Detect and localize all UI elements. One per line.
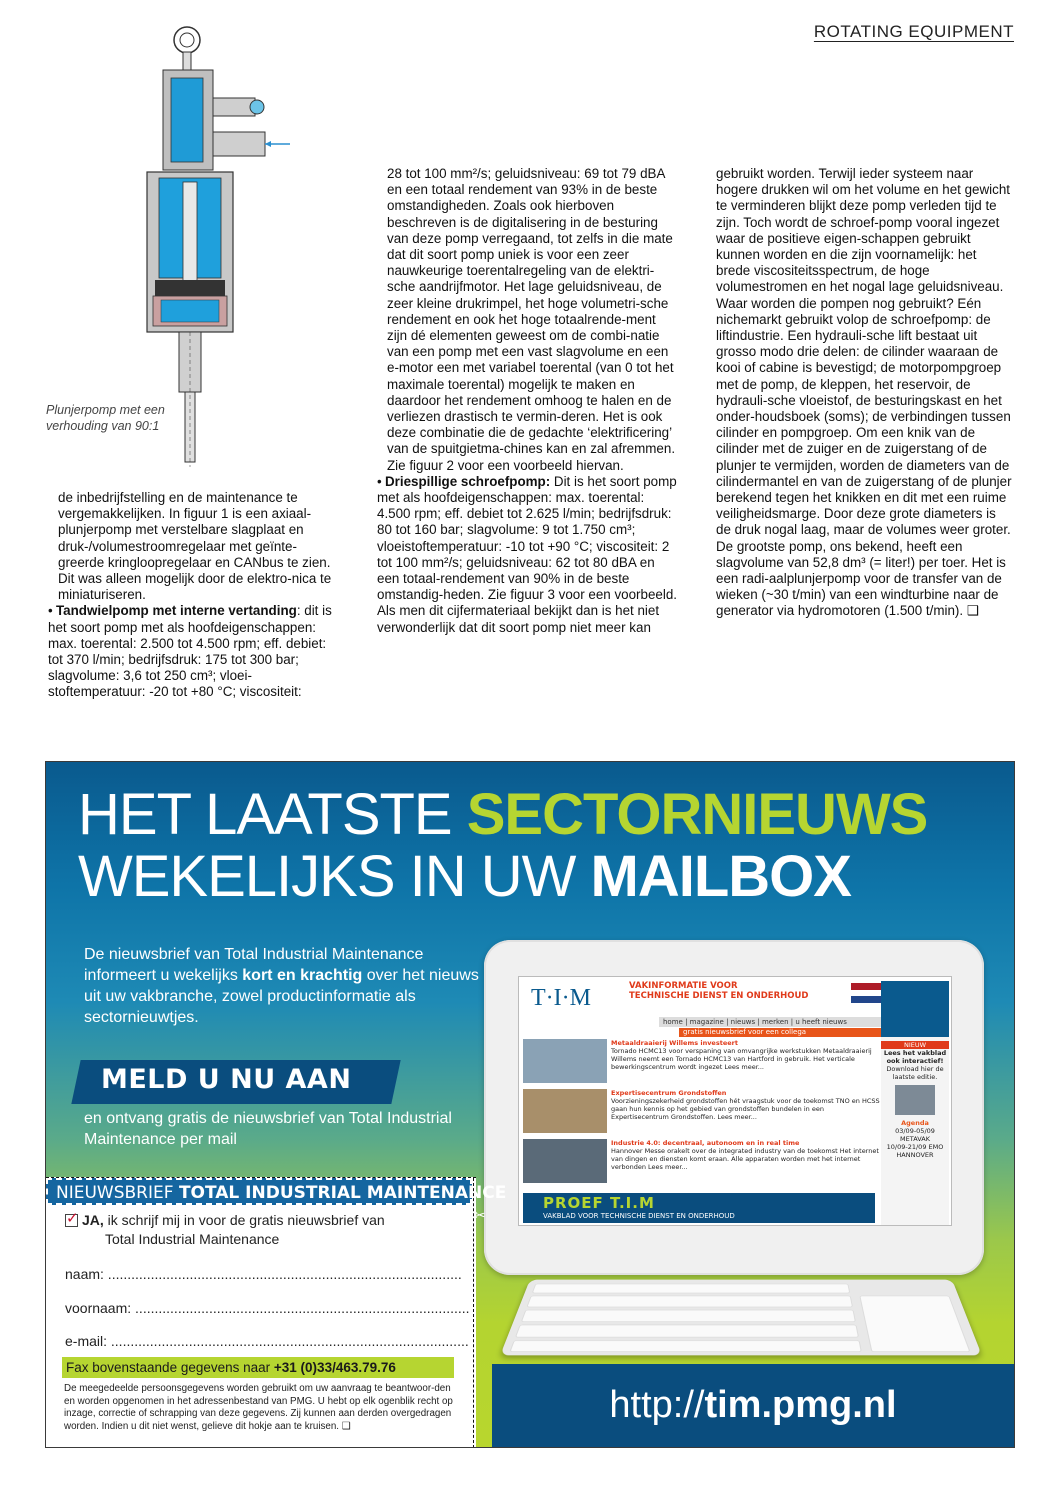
checkbox-ja[interactable] <box>65 1214 78 1227</box>
site-nav: home | magazine | nieuws | merken | u heeft nieuws <box>659 1017 893 1027</box>
paragraph: gebruikt worden. Terwijl ieder systeem naar hogere drukken wil om het volume en het gewicht te verminderen blijkt deze pomp verleden tijd te zijn. Toch wordt de schroef-pomp vooral ingezet waar de positieve eigen-schappen gebruikt kunnen worden en die zijn voornamelijk: het brede viscositeitsspectrum, de hoge volumestromen en het nogal lage geluidsniveau. Waar worden die pompen nog gebruikt? Eén nichemarkt gebruikt volop de schroefpomp: de liftindustrie. Een hydrauli-sche lift bestaat uit grosso modo drie delen: de cilinder waaraan de kooi of cabine is bevestigd; de motorpompgroep met de pomp, de kleppen, het reservoir, de hydrauli-sche vloeistof, de besturingskast en het onder-houdsboek (soms); de verbindingen tussen cilinder en pompgroep. Om een knik van de cilinder met de zuiger en de zuigerstang of de plunjer te vermijden, worden de diameters van de cilindermantel en van de zuigerstang of de plunjer berekend tegen het knikken en dit met een ruime veiligheidsmarge. Door deze grote diameters is de druk nogal laag, maar de volumes weer groter. De grootste pomp, ons bekend, heeft een slagvolume van 52,8 dm³ (= liter!) per toer. Het is een radi-aalplunjerpomp voor de transfer van de wieken (~30 t/min) van een windturbine naar de generator via hydromotoren (1.500 t/min). ❑ <box>716 166 1012 619</box>
cta-label: MELD U NU AAN <box>100 1064 352 1095</box>
signup-cta-button[interactable] <box>71 1060 400 1104</box>
bullet-text: : dit is het soort pomp met als hoofdeigenschappen: max. toerental: 2.500 tot 4.500 rpm; eff. debiet: tot 370 l/min; bedrijfsdruk: 175 tot 300 bar; slagvolume: 3,6 tot 250 cm³; vloei-stoftemperatuur: -20 tot +80 °C; viscositeit: <box>48 603 332 700</box>
text-column-1 <box>48 490 342 701</box>
headline-bold: MAILBOX <box>590 844 851 909</box>
subscription-form <box>46 1177 507 1448</box>
tablet-image <box>895 1085 935 1115</box>
site-logo: T·I·M <box>531 985 591 1011</box>
headline-part: WEKELIJKS IN UW <box>78 844 591 909</box>
intro-text: over het nieuws uit uw vakbranche, zowel productinformatie als sectornieuwtjes. <box>84 967 479 1026</box>
article-thumbnail <box>523 1139 607 1183</box>
site-articles: Metaaldraaierij Willems investeert Tornado HCMC13 voor verspaning van omvangrijke werkstukken Metaaldraaierij Willems neemt een Tornado HCMC13 van Hartford in gebruik. Het verticale bewerkingscentrum wordt ingezet Lees meer... Expertisecentrum Grondstoffen Voorzieningszekerheid grondstoffen hét vraagstuk voor de toekomst TNO en HCSS gaan hun kennis op het gebied van grondstoffen bundelen in een Expertisecentrum Grondstoffen. Lees meer... Industrie 4.0: decentraal, autonoom en in real time Hannover Messe orakelt over de integrated industry van de toekomst Het internet van dingen en diensten komt eraan. Alle apparaten worden met het internet verbonden Lees meer... <box>523 1039 883 1191</box>
site-tagline: VAKINFORMATIE VOOR TECHNISCHE DIENST EN ONDERHOUD <box>629 981 809 1001</box>
headline-part: HET LAATSTE <box>78 782 467 847</box>
figure-caption: Plunjerpomp met een verhouding van 90:1 <box>46 403 165 433</box>
monitor-mockup <box>484 940 984 1275</box>
fax-notice: Fax bovenstaande gegevens naar +31 (0)33/463.79.76 <box>62 1357 454 1378</box>
site-banner: PROEF T.I.M VAKBLAD VOOR TECHNISCHE DIENST EN ONDERHOUD <box>523 1193 875 1223</box>
firstname-field[interactable]: voornaam: ...................................................................................... <box>65 1300 470 1316</box>
bullet-item: • Tandwielpomp met interne vertanding: dit is het soort pomp met als hoofdeigenschappen: max. toerental: 2.500 tot 4.500 rpm; eff. debiet: tot 370 l/min; bedrijfsdruk: 175 tot 300 bar; slagvolume: 3,6 tot 250 cm³; vloei-stoftemperatuur: -20 tot +80 °C; viscositeit: <box>48 603 332 700</box>
url-banner[interactable] <box>492 1364 1014 1447</box>
paragraph: 28 tot 100 mm²/s; geluidsniveau: 69 tot 79 dBA en een totaal rendement van 93% in de beste omstandigheden. Zoals ook hierboven beschreven is de digitalisering in de besturing van deze pomp verregaand, tot zelfs in die mate dat dit soort pomp uniek is voor een zeer nauwkeurige toerentalregeling van de elektri-sche aandrijfmotor. Het lage geluidsniveau, de zeer kleine drukrimpel, het hoge volumetri-sche rendement en ook het hoge totaalrende-ment zijn dé elementen geweest om de combi-natie van een pomp met een vast slagvolume en een e-motor een met variabel toerental (van 0 tot het maximale toerental) mogelijk te maken en daardoor het rendement omhoog te halen en de verliezen drastisch te vermin-deren. Het is ook deze combinatie die de gedachte ‘elektrificering’ van de spuitgietma-chines kan en zal afremmen. Zie figuur 2 voor een voorbeeld hiervan. <box>387 166 676 473</box>
name-field[interactable]: naam: ........................................................................................... <box>65 1266 462 1282</box>
site-promo: gratis nieuwsbrief voor een collega <box>679 1028 893 1037</box>
website-screenshot <box>518 976 952 1226</box>
headline-highlight: SECTORNIEUWS <box>466 782 928 847</box>
scissors-icon: ✂ <box>474 1208 486 1224</box>
bullet-text: Dit is het soort pomp met als hoofdeigenschappen: max. toerental: 4.500 rpm; eff. debiet tot 2.625 l/min; bedrijfsdruk: 80 tot 160 bar; slagvolume: 9 tot 1.750 cm³; vloeistoftemperatuur: -10 tot +90 °C; viscositeit: 2 tot 100 mm²/s; geluidsniveau: 62 tot 80 dBA en een totaal-rendement van 90% in de beste omstandig-heden. Zie figuur 3 voor een voorbeeld. Als men dit cijfermateriaal bekijkt dan is het niet verwonderlijk dat dit soort pomp niet meer kan <box>377 473 677 635</box>
intro-bold: kort en krachtig <box>242 967 363 984</box>
bullet-heading: Tandwielpomp met interne vertanding <box>56 603 297 619</box>
ad-headline <box>78 784 927 908</box>
email-field[interactable]: e-mail: ............................................................................................ <box>65 1333 469 1349</box>
bullet-heading: Driespillige schroefpomp: <box>385 473 551 489</box>
intro-text: De nieuwsbrief van Total Industrial Maintenance informeert u wekelijks <box>84 946 424 984</box>
keyboard-keys <box>500 1280 982 1356</box>
section-header: ROTATING EQUIPMENT <box>813 22 1014 41</box>
magazine-cover <box>881 981 949 1037</box>
ja-statement-continued: Total Industrial Maintenance <box>105 1231 280 1247</box>
article-thumbnail <box>523 1089 607 1133</box>
flag-icon <box>851 983 881 1003</box>
ad-intro <box>84 944 484 1028</box>
paragraph: de inbedrijfstelling en de maintenance te vergemakkelijken. In figuur 1 is een axiaal-plunjerpomp met verstelbare slagplaat en druk-/volumestroomregelaar met geïnte-greerde kringloopregelaar en CANbus te zien. Dit was alleen mogelijk door de elektro-nica te miniaturiseren. <box>58 490 332 603</box>
text-column-2 <box>377 166 679 636</box>
keyboard-image <box>500 1280 982 1356</box>
newsletter-advertisement <box>45 761 1015 1448</box>
ja-statement: JA, ik schrijf mij in voor de gratis nieuwsbrief van <box>82 1212 385 1228</box>
form-title: NIEUWSBRIEF TOTAL INDUSTRIAL MAINTENANCE <box>46 1178 472 1205</box>
article-thumbnail <box>523 1039 607 1083</box>
privacy-disclaimer: De meegedeelde persoonsgegevens worden gebruikt om uw aanvraag te beantwoor-den en worden opgenomen in het adressenbestand van PMG. U hebt op elk ogenblik recht op inzage, correctie of schrapping van deze gegevens. Zij kunnen aan derden overgedragen worden. Indien u dit niet wenst, gelieve dit hokje aan te kruisen. ❑ <box>64 1383 453 1432</box>
ad-subtext: en ontvang gratis de nieuwsbrief van Total Industrial Maintenance per mail <box>84 1110 452 1148</box>
site-sidebar: NIEUW Lees het vakblad ook interactief! Download hier de laatste editie. Agenda 03/09-05/09 METAVAK 10/09-21/09 EMO HANNOVER <box>881 981 949 1225</box>
website-url[interactable]: http://tim.pmg.nl <box>609 1384 897 1426</box>
bullet-item: • Driespillige schroefpomp: Dit is het soort pomp met als hoofdeigenschappen: max. toerental: 4.500 rpm; eff. debiet tot 2.625 l/min; bedrijfsdruk: 80 tot 160 bar; slagvolume: 9 tot 1.750 cm³; vloeistoftemperatuur: -10 tot +90 °C; viscositeit: 2 tot 100 mm²/s; geluidsniveau: 62 tot 80 dBA en een totaal-rendement van 90% in de beste omstandig-heden. Zie figuur 3 voor een voorbeeld. Als men dit cijfermateriaal bekijkt dan is het niet verwonderlijk dat dit soort pomp niet meer kan <box>377 473 677 635</box>
text-column-3 <box>716 166 1012 620</box>
